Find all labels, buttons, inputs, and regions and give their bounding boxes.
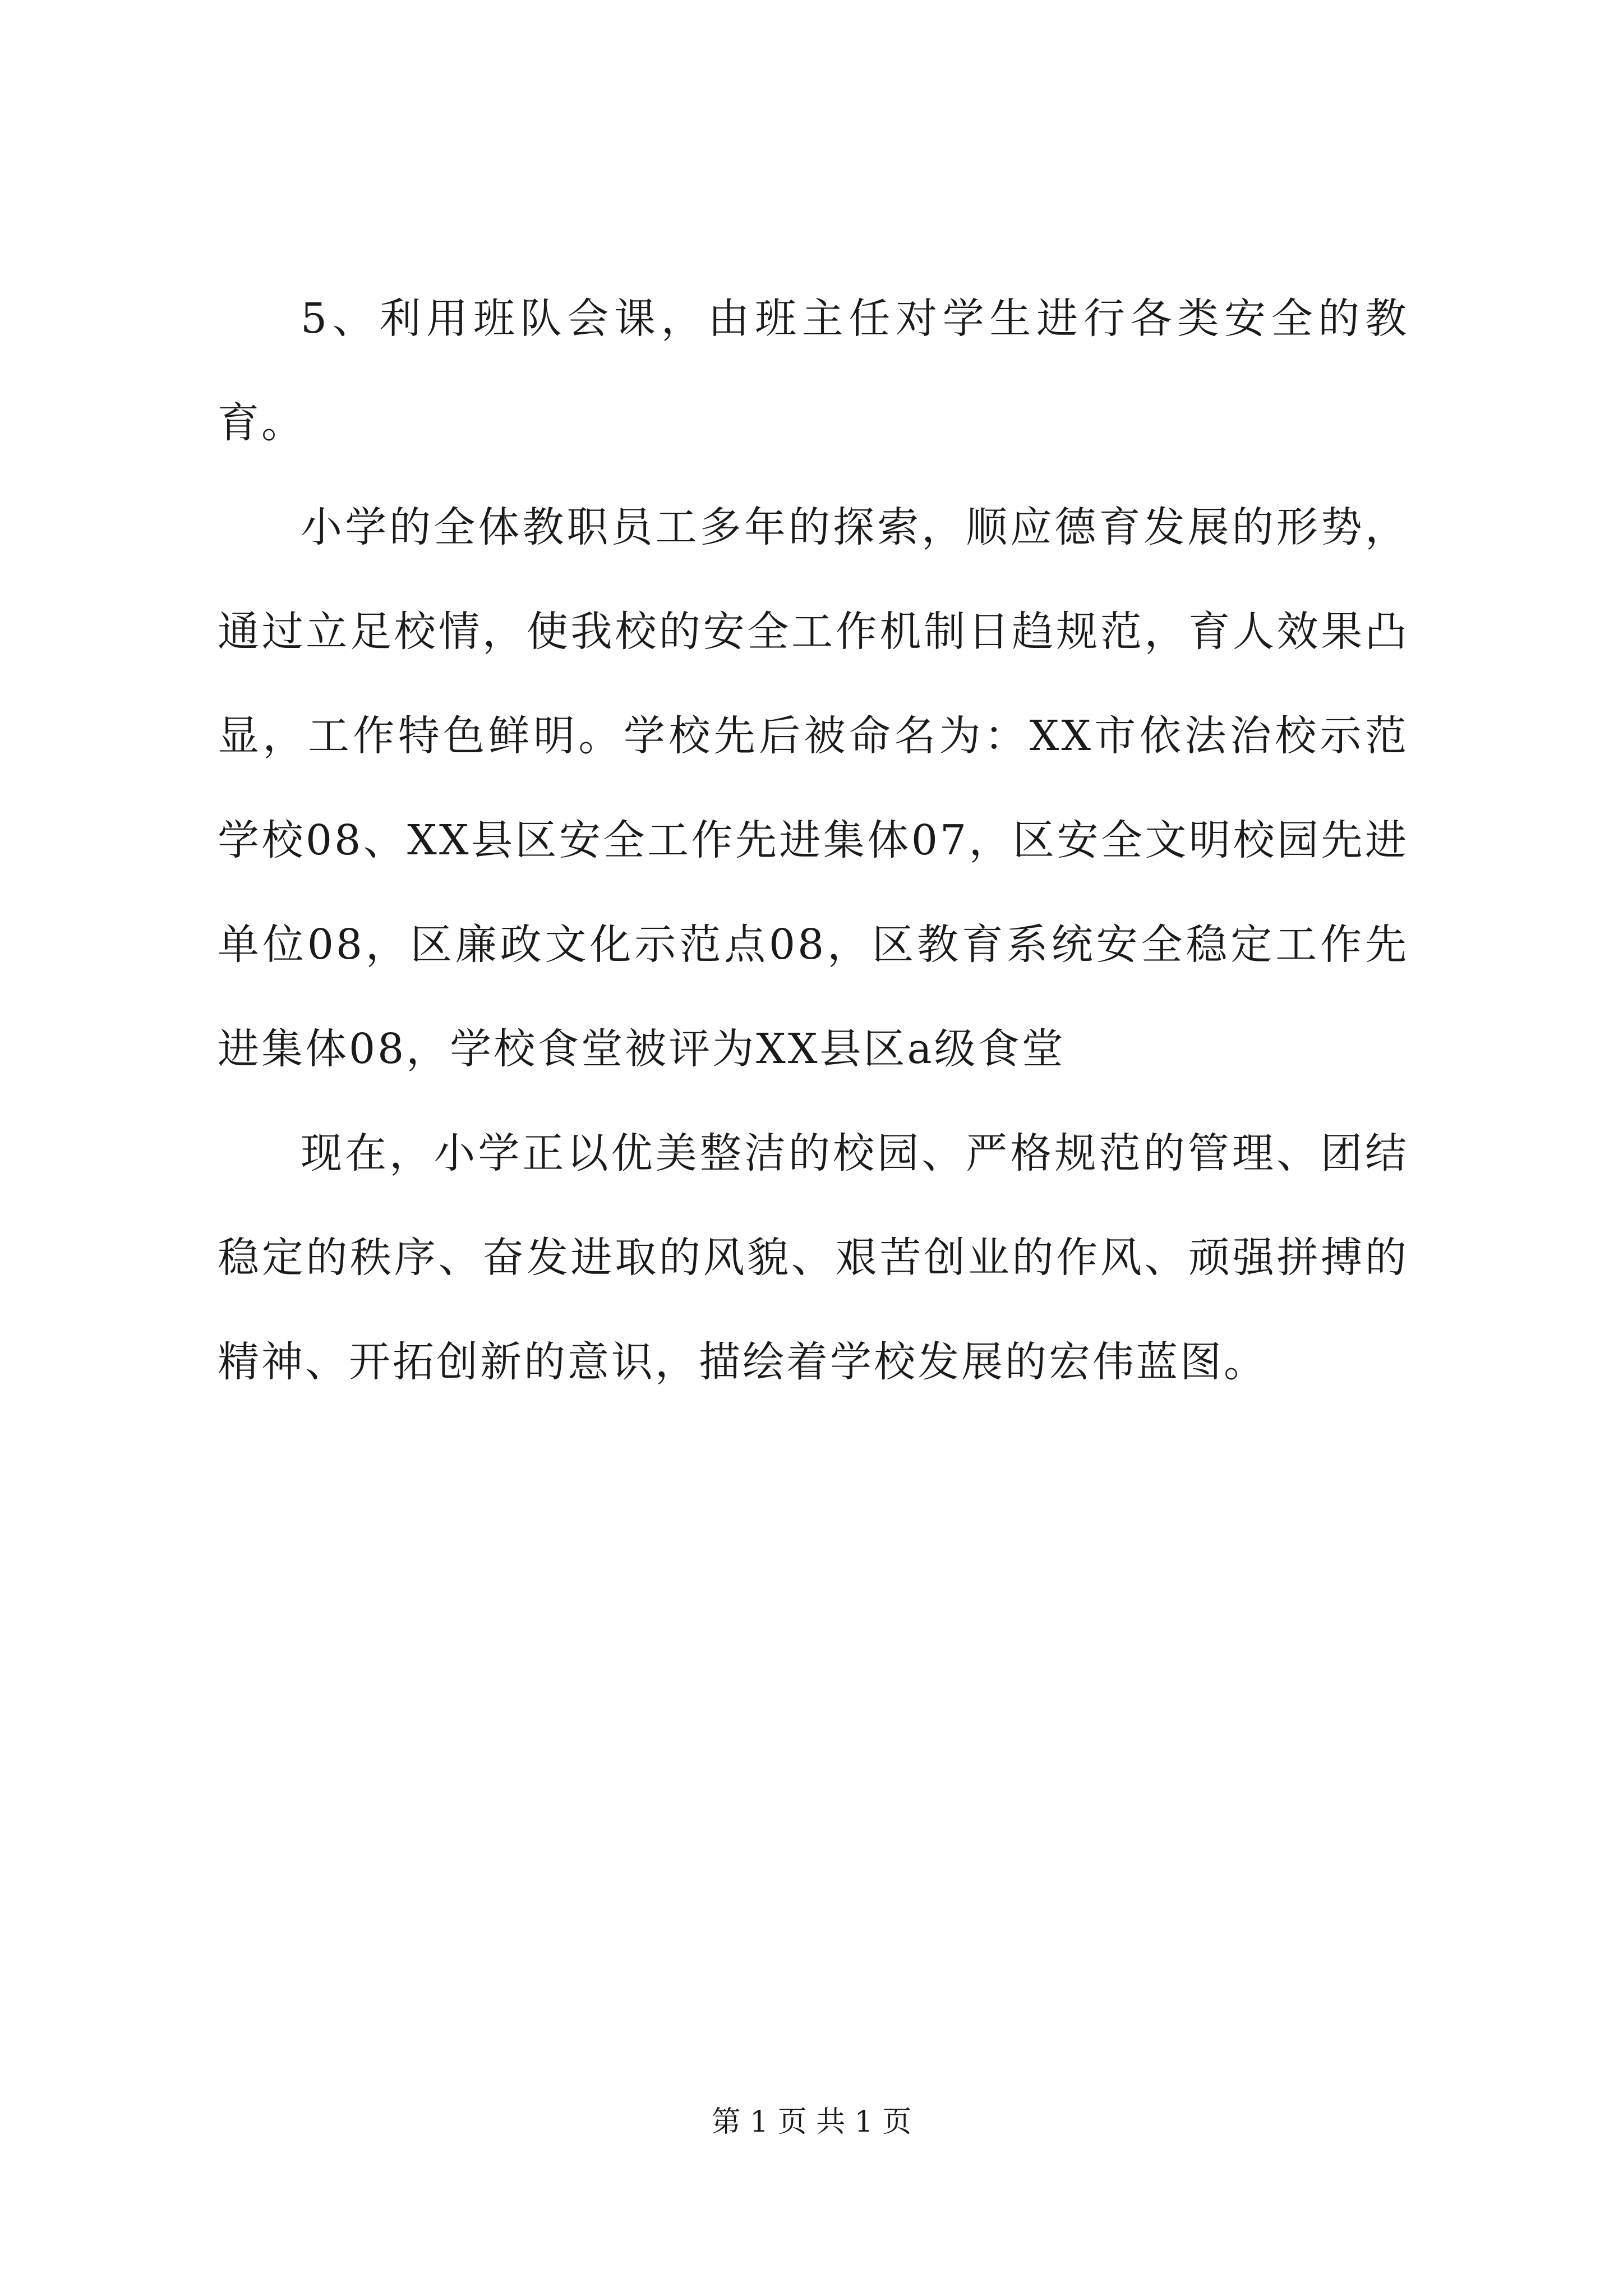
- paragraph-school-honors: 小学的全体教职员工多年的探索，顺应德育发展的形势，通过立足校情，使我校的安全工作机制日趋规范，育人效果凸显，工作特色鲜明。学校先后被命名为：XX市依法治校示范学校08、XX县区安全工作先进集体07，区安全文明校园先进单位08，区廉政文化示范点08，区教育系统安全稳定工作先进集体08，学校食堂被评为XX县区a级食堂: [218, 503, 1409, 1073]
- paragraph-safety-education: 5、利用班队会课，由班主任对学生进行各类安全的教育。: [218, 295, 1409, 447]
- page-number-footer: 第 1 页 共 1 页: [711, 2105, 912, 2139]
- document-body: [218, 266, 1409, 1414]
- paragraph-school-vision: 现在，小学正以优美整洁的校园、严格规范的管理、团结稳定的秩序、奋发进取的风貌、艰苦创业的作风、顽强拼搏的精神、开拓创新的意识，描绘着学校发展的宏伟蓝图。: [218, 1129, 1409, 1386]
